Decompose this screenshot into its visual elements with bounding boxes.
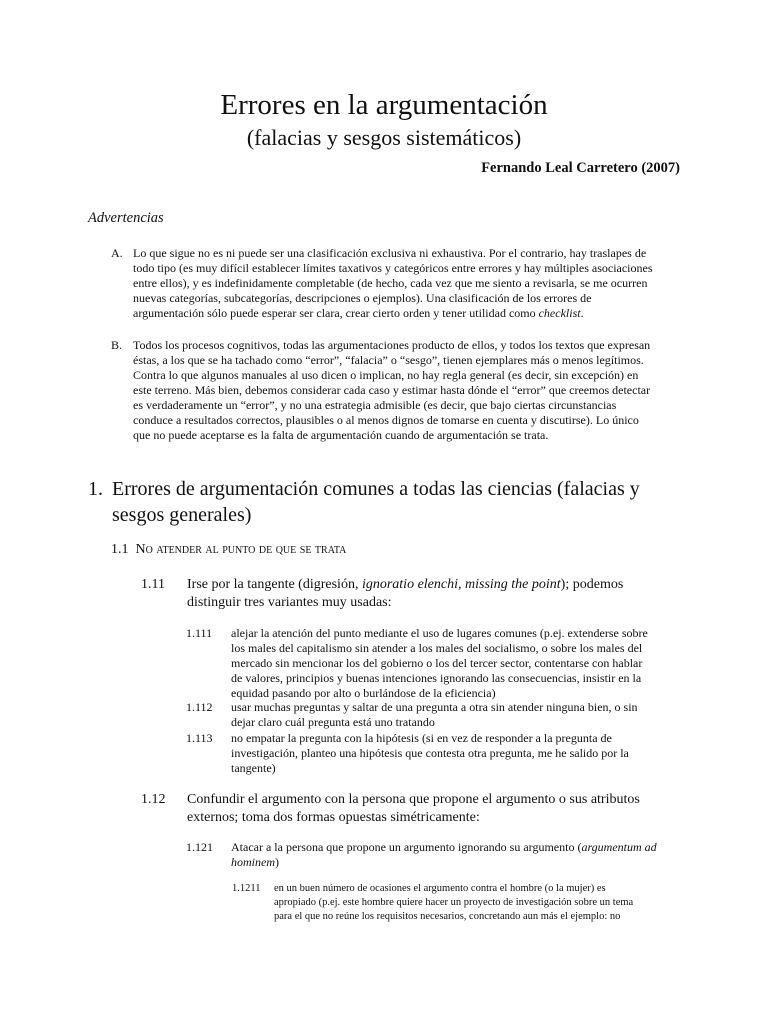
warnings-heading: Advertencias: [88, 210, 164, 226]
item-1-12-number: 1.12: [141, 792, 166, 807]
item-1-112-text: usar muchas preguntas y saltar de una pregunta a otra sin atender ninguna bien, o sin dejar claro cuál pregunta está uno tratando: [231, 700, 638, 729]
item-1-11: [141, 576, 661, 612]
item-1-113-text: no empatar la pregunta con la hipótesis (si en vez de responder a la pregunta de investigación, planteo una hipótesis que contesta otra pregunta, me he salido por la tangente): [231, 731, 629, 775]
item-1-111: [186, 626, 676, 702]
document-subtitle: (falacias y sesgos sistemáticos): [246, 125, 522, 150]
item-1-11-emphasis: ignoratio elenchi, missing the point: [361, 577, 561, 592]
warning-text-b: Todos los procesos cognitivos, todas las argumentaciones producto de ellos, y todos los textos que expresan éstas, a los que se ha tachado como “error”, “falacia” o “sesgo”, tienen ejemplares más o menos legítimos. Contra lo que algunos manuales al uso dicen o implican, no hay regla general (es decir, sin excepción) en este terreno. Más bien, debemos considerar cada caso y estimar hasta dónde el “error” que creemos detectar es verdaderamente un “error”, y no una estrategia admisible (es decir, que bajo ciertas circunstancias conduce a resultados correctos, plausibles o al menos dignos de tomarse en cuenta y discutirse). Lo único que no puede aceptarse es la falta de argumentación cuando de argumentación se trata.: [133, 338, 651, 442]
subsection-1-1-first-letter: N: [135, 542, 146, 557]
item-1-1211: [232, 882, 672, 926]
item-1-111-number: 1.111: [186, 626, 213, 640]
item-1-12: [141, 791, 661, 827]
warning-marker-b: B.: [111, 338, 123, 352]
warning-item-a: [111, 246, 671, 326]
warning-text-a: Lo que sigue no es ni puede ser una clasificación exclusiva ni exhaustiva. Por el contrario, hay traslapes de todo tipo (es muy difícil establecer límites taxativos y categóricos entre errores y hay múltiples asociaciones entre ellos), y es indefinidamente completable (de hecho, cada vez que me siento a revisarla, se me ocurren nuevas categorías, subcategorías, descripciones o ejemplos). Una clasificación de los errores de argumentación sólo puede esperar ser clara, crear cierto orden y tener utilidad como checklist.: [133, 246, 653, 320]
warning-emphasis-a: checklist: [538, 306, 581, 320]
item-1-121-number: 1.121: [186, 840, 213, 854]
item-1-1211-number: 1.1211: [232, 883, 261, 894]
section-1-number: 1.: [88, 478, 103, 500]
document-author: Fernando Leal Carretero (2007): [481, 160, 680, 176]
item-1-121: [186, 840, 686, 870]
item-1-11-number: 1.11: [141, 577, 165, 592]
warning-marker-a: A.: [111, 246, 123, 260]
item-1-121-text: Atacar a la persona que propone un argumento ignorando su argumento (argumentum ad hominem): [231, 840, 657, 869]
item-1-112-number: 1.112: [186, 700, 213, 714]
section-1-title: Errores de argumentación comunes a todas las ciencias (falacias y sesgos generales): [112, 478, 640, 526]
item-1-111-text: alejar la atención del punto mediante el uso de lugares comunes (p.ej. extenderse sobre los males del capitalismo sin atender a los males del socialismo, o sobre los males del mercado sin mencionar los del gobierno o los del tercer sector, contentarse con hablar de valores, principios y buenas intenciones ignorando las consecuencias, insistir en la equidad pasando por alto o burlándose de la eficiencia): [231, 626, 648, 700]
subsection-1-1-heading: [111, 540, 346, 560]
item-1-113-number: 1.113: [186, 731, 213, 745]
subsection-1-1-number: 1.1: [111, 542, 129, 557]
warning-item-b: [111, 338, 671, 448]
item-1-12-text: Confundir el argumento con la persona que propone el argumento o sus atributos externos; toma dos formas opuestas simétricamente:: [187, 792, 640, 825]
subsection-1-1-title: o atender al punto de que se trata: [145, 542, 347, 557]
item-1-113: [186, 731, 676, 777]
document-title: Errores en la argumentación: [220, 89, 548, 121]
item-1-1211-text: en un buen número de ocasiones el argumento contra el hombre (o la mujer) es apropiado (p.ej. este hombre quiere hacer un proyecto de investigación sobre un tema para el que no reúne los requisitos necesarios, concretando aun más el ejemplo: no: [274, 883, 634, 922]
item-1-112: [186, 700, 676, 730]
item-1-11-text: Irse por la tangente (digresión, ignoratio elenchi, missing the point); podemos distinguir tres variantes muy usadas:: [187, 577, 624, 610]
item-1-121-emphasis: argumentum ad hominem: [231, 840, 657, 869]
